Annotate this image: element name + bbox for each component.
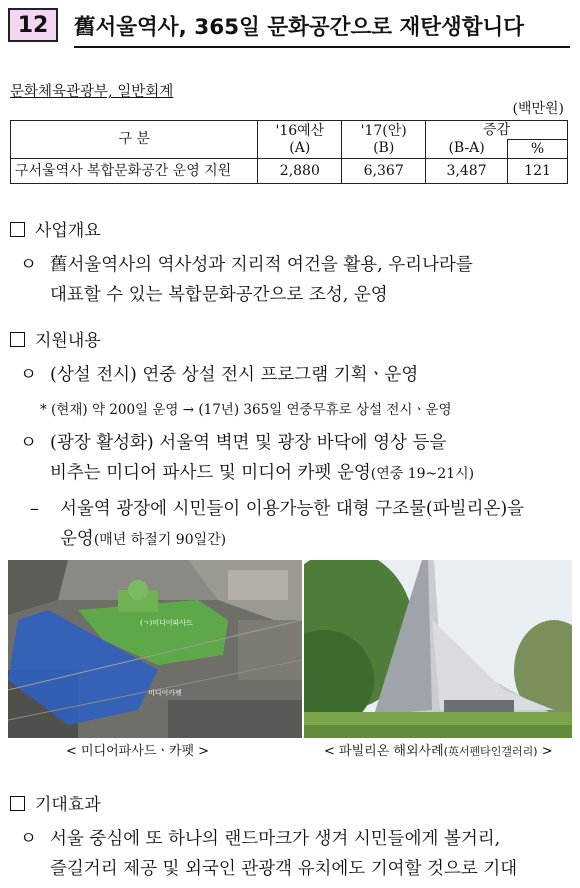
checkbox-square-icon: [10, 332, 25, 347]
title-underline: [74, 46, 570, 48]
page-header: [8, 6, 570, 46]
department-label: 문화체육관광부, 일반회계: [10, 84, 174, 100]
cell-2017: 6,367: [342, 159, 426, 184]
checkbox-square-icon: [10, 222, 25, 237]
circle-bullet-icon: ㅇ: [20, 255, 37, 275]
right-image-caption: < 파빌리온 해외사례(英서펜타인갤러리) >: [324, 744, 553, 759]
dash-bullet-icon: –: [30, 499, 39, 519]
media-facade-carpet-photo: [8, 560, 302, 738]
col-header-category: 구 분: [11, 121, 258, 159]
checkbox-square-icon: [10, 796, 25, 811]
left-image-caption: < 미디어파사드ㆍ카펫 >: [66, 744, 210, 759]
support-item-1: ㅇ (상설 전시) 연중 상설 전시 프로그램 기획ㆍ운영: [20, 360, 568, 390]
support-item-1-note: * (현재) 약 200일 운영 → (17년) 365일 연중무휴로 상설 전시ㆍ운영: [40, 402, 452, 418]
pavilion-photo: [304, 560, 572, 738]
circle-bullet-icon: ㅇ: [20, 829, 37, 849]
section-support-heading: 지원내용: [10, 326, 101, 351]
section-overview-heading: 사업개요: [10, 216, 101, 241]
facade-label: (ㄱ)미디어파사드: [140, 619, 193, 627]
cell-2016: 2,880: [258, 159, 342, 184]
col-header-percent: %: [508, 140, 568, 159]
support-sub-item: – 서울역 광장에 시민들이 이용가능한 대형 구조물(파빌리온)을 운영(매년 하절기 90일간): [30, 494, 568, 555]
col-header-change: 증감: [426, 121, 568, 140]
col-header-2016: '16예산 (A): [258, 121, 342, 159]
col-header-2017: '17(안) (B): [342, 121, 426, 159]
table-row: [11, 159, 568, 184]
section-number-badge: 12: [8, 8, 58, 42]
row-label: 구서울역사 복합문화공간 운영 지원: [11, 159, 258, 184]
overview-paragraph: ㅇ 舊서울역사의 역사성과 지리적 여건을 활용, 우리나라를 대표할 수 있는 복합문화공간으로 조성, 운영: [20, 250, 568, 310]
col-header-change-sub: (B-A): [426, 140, 508, 159]
circle-bullet-icon: ㅇ: [20, 433, 37, 453]
circle-bullet-icon: ㅇ: [20, 365, 37, 385]
unit-label: (백만원): [512, 101, 564, 117]
section-effect-heading: 기대효과: [10, 790, 101, 815]
page-title: 舊서울역사, 365일 문화공간으로 재탄생합니다: [74, 15, 525, 40]
support-item-2: ㅇ (광장 활성화) 서울역 벽면 및 광장 바닥에 영상 등을 비추는 미디어 파사드 및 미디어 카펫 운영(연중 19~21시): [20, 428, 568, 489]
cell-percent: 121: [508, 159, 568, 184]
cell-change: 3,487: [426, 159, 508, 184]
carpet-label: 미디어카펫: [148, 689, 182, 697]
budget-table: [10, 120, 568, 184]
effect-paragraph: ㅇ 서울 중심에 또 하나의 랜드마크가 생겨 시민들에게 볼거리, 즐길거리 제공 및 외국인 관광객 유치에도 기여할 것으로 기대: [20, 824, 568, 884]
